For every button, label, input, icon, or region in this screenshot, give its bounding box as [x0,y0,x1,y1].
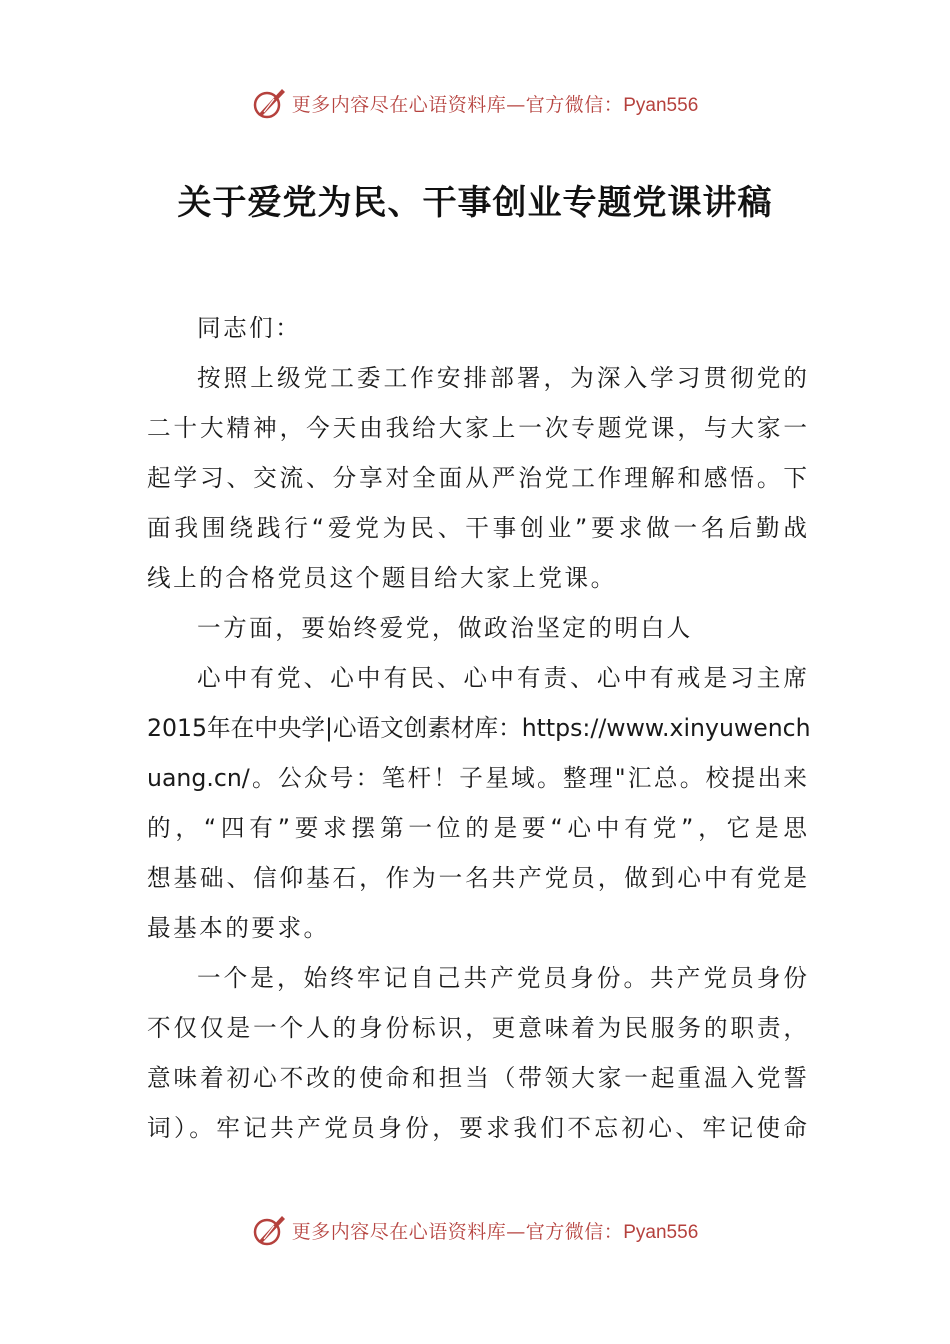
text-line: 想基础、信仰基石，作为一名共产党员，做到心中有党是 [147,864,807,892]
text-line: 意味着初心不改的使命和担当（带领大家一起重温入党誓 [147,1064,807,1092]
text-line: 按照上级党工委工作安排部署，为深入学习贯彻党的 [197,364,807,392]
text-line: 词）。牢记共产党员身份，要求我们不忘初心、牢记使命 [147,1114,807,1142]
section-heading: 一方面，要始终爱党，做政治坚定的明白人 [197,614,693,642]
text-line: 面我围绕践行“爱党为民、干事创业”要求做一名后勤战 [147,514,807,542]
document-body [147,303,811,1153]
text-line: 不仅仅是一个人的身份标识，更意味着为民服务的职责， [147,1014,807,1042]
text-line: 最基本的要求。 [147,914,330,942]
wechat-id: Pyan556 [623,94,699,116]
wechat-id: Pyan556 [623,1221,699,1243]
text-line: uang.cn/。公众号：笔杆！子星域。整理"汇总。校提出来 [147,764,807,792]
footer-banner [0,1210,950,1250]
header-banner [0,83,950,123]
text-line: 同志们： [197,314,302,342]
banner-text: 更多内容尽在心语资料库—官方微信：Pyan556 [291,93,699,116]
text-line: 的，“四有”要求摆第一位的是要“心中有党”，它是思 [147,814,807,842]
quill-logo-icon [252,1212,288,1248]
quill-logo-icon [252,85,288,121]
text-line: 二十大精神，今天由我给大家上一次专题党课，与大家一 [147,414,807,442]
text-line: 2015年在中央学|心语文创素材库：https://www.xinyuwench [147,714,811,742]
document-title: 关于爱党为民、干事创业专题党课讲稿 [177,183,773,223]
text-line: 一个是，始终牢记自己共产党员身份。共产党员身份 [197,964,807,992]
text-line: 心中有党、心中有民、心中有责、心中有戒是习主席 [197,664,807,692]
banner-text: 更多内容尽在心语资料库—官方微信：Pyan556 [291,1220,699,1243]
text-line: 线上的合格党员这个题目给大家上党课。 [147,564,617,592]
text-line: 起学习、交流、分享对全面从严治党工作理解和感悟。下 [147,464,807,492]
